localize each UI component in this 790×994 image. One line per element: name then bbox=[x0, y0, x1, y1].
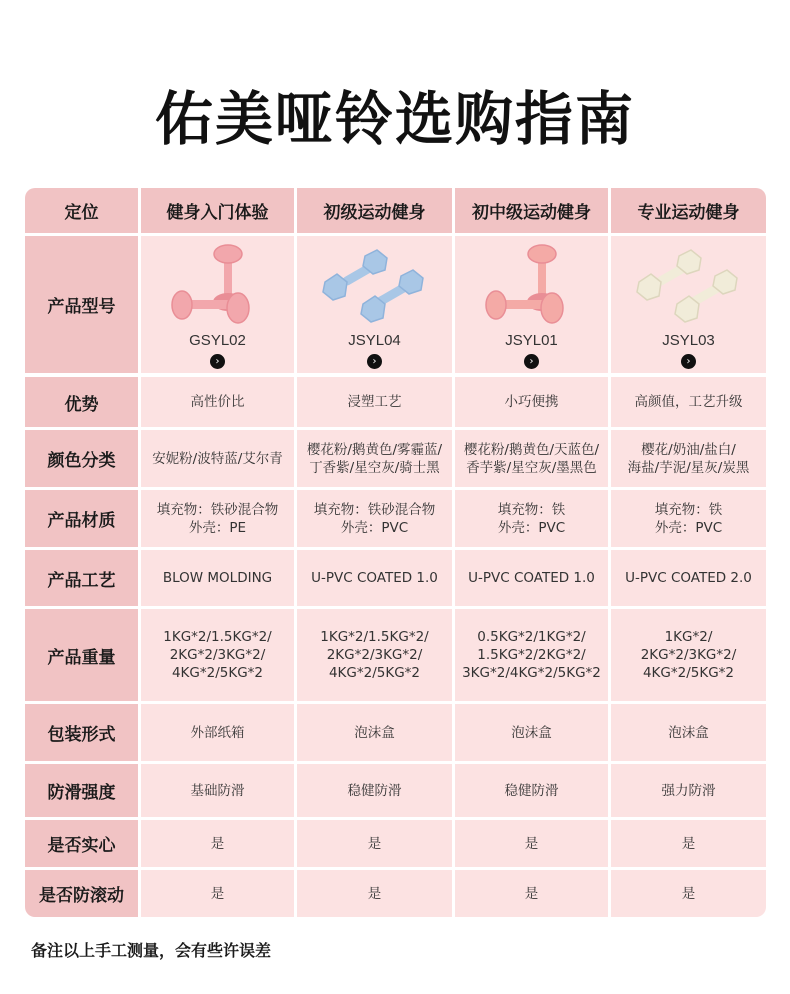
product-model-cell bbox=[455, 236, 608, 373]
table-cell bbox=[297, 764, 452, 817]
table-cell bbox=[455, 820, 608, 867]
row-label bbox=[25, 820, 138, 867]
table-cell bbox=[297, 820, 452, 867]
cell-text: 1KG*2/1.5KG*2/ bbox=[320, 629, 429, 645]
cell-text: 1KG*2/1.5KG*2/ bbox=[163, 629, 272, 645]
table-cell bbox=[455, 430, 608, 487]
cell-text: 2KG*2/3KG*2/ bbox=[169, 647, 266, 663]
column-header-text: 初中级运动健身 bbox=[472, 203, 591, 223]
cell-text: 填充物：铁 bbox=[654, 501, 723, 518]
table-cell bbox=[455, 609, 608, 701]
table-cell bbox=[141, 704, 294, 761]
cell-text: 稳健防滑 bbox=[504, 782, 559, 799]
table-cell bbox=[141, 490, 294, 547]
cell-text: 4KG*2/5KG*2 bbox=[642, 665, 735, 681]
chevron-right-circle-icon[interactable]: › bbox=[367, 354, 382, 369]
cell-text: 基础防滑 bbox=[190, 782, 245, 799]
cell-text: 4KG*2/5KG*2 bbox=[171, 665, 264, 681]
row-label-text: 是否实心 bbox=[47, 836, 116, 856]
table-cell bbox=[455, 550, 608, 606]
table-cell bbox=[611, 764, 766, 817]
table-cell bbox=[611, 820, 766, 867]
column-header bbox=[455, 188, 608, 233]
chevron-right-circle-icon[interactable]: › bbox=[681, 354, 696, 369]
cell-text: 外壳：PVC bbox=[340, 519, 409, 536]
cell-text: 0.5KG*2/1KG*2/ bbox=[477, 629, 586, 645]
cell-text: 香芋紫/星空灰/墨黑色 bbox=[466, 459, 597, 476]
table-cell bbox=[611, 430, 766, 487]
cell-text: 1KG*2/ bbox=[664, 629, 713, 645]
cell-text: 是 bbox=[210, 835, 225, 852]
row-label bbox=[25, 490, 138, 547]
table-cell bbox=[297, 609, 452, 701]
row-label-text: 防滑强度 bbox=[47, 783, 116, 803]
table-cell bbox=[141, 764, 294, 817]
table-cell bbox=[141, 377, 294, 427]
row-label bbox=[25, 764, 138, 817]
row-label bbox=[25, 704, 138, 761]
model-code: GSYL02 bbox=[189, 332, 246, 349]
table-cell bbox=[611, 704, 766, 761]
table-cell bbox=[455, 490, 608, 547]
table-cell bbox=[611, 550, 766, 606]
comparison-table bbox=[25, 188, 766, 917]
model-code: JSYL03 bbox=[662, 332, 715, 349]
chevron-right-circle-icon[interactable]: › bbox=[524, 354, 539, 369]
cell-text: 外壳：PVC bbox=[654, 519, 723, 536]
chevron-right-circle-icon[interactable]: › bbox=[210, 354, 225, 369]
header-label-text: 定位 bbox=[64, 203, 99, 223]
table-cell bbox=[455, 377, 608, 427]
cell-text: 是 bbox=[681, 885, 696, 902]
column-header-text: 初级运动健身 bbox=[323, 203, 426, 223]
blue-hex-dumbbells-image bbox=[315, 236, 435, 330]
row-label bbox=[25, 236, 138, 373]
cell-text: 樱花粉/鹅黄色/雾霾蓝/ bbox=[306, 441, 443, 458]
model-code: JSYL01 bbox=[505, 332, 558, 349]
table-cell bbox=[141, 550, 294, 606]
row-label bbox=[25, 377, 138, 427]
table-cell bbox=[455, 764, 608, 817]
cell-text: 泡沫盒 bbox=[668, 724, 709, 741]
column-header-text: 健身入门体验 bbox=[166, 203, 269, 223]
table-cell bbox=[611, 870, 766, 917]
table-cell bbox=[611, 377, 766, 427]
cell-text: 丁香紫/星空灰/骑士黑 bbox=[309, 459, 440, 476]
cell-text: 是 bbox=[367, 835, 382, 852]
table-cell bbox=[297, 430, 452, 487]
row-label bbox=[25, 430, 138, 487]
cell-text: 高性价比 bbox=[190, 394, 245, 410]
table-cell bbox=[297, 704, 452, 761]
table-cell bbox=[455, 870, 608, 917]
cell-text: 是 bbox=[367, 885, 382, 902]
table-cell bbox=[141, 609, 294, 701]
model-code: JSYL04 bbox=[348, 332, 401, 349]
product-model-cell bbox=[611, 236, 766, 373]
cell-text: 外壳：PE bbox=[188, 519, 247, 536]
row-label-text: 颜色分类 bbox=[47, 451, 116, 471]
table-cell bbox=[141, 430, 294, 487]
table-cell bbox=[297, 550, 452, 606]
table-cell bbox=[611, 609, 766, 701]
cell-text: 填充物：铁砂混合物 bbox=[156, 501, 279, 518]
footnote: 备注以上手工测量，会有些许误差 bbox=[31, 941, 272, 960]
page-title: 佑美哑铃选购指南 bbox=[154, 85, 635, 153]
row-label bbox=[25, 870, 138, 917]
cell-text: 强力防滑 bbox=[661, 782, 716, 799]
cell-text: 填充物：铁 bbox=[497, 501, 566, 518]
row-label-text: 产品重量 bbox=[47, 647, 116, 668]
cell-text: 樱花粉/鹅黄色/天蓝色/ bbox=[463, 441, 600, 458]
row-label-text: 包装形式 bbox=[47, 725, 116, 745]
cell-text: BLOW MOLDING bbox=[162, 570, 273, 586]
cell-text: 2KG*2/3KG*2/ bbox=[640, 647, 737, 663]
cell-text: 是 bbox=[681, 835, 696, 852]
table-cell bbox=[141, 820, 294, 867]
cell-text: 小巧便携 bbox=[504, 394, 559, 410]
cell-text: U-PVC COATED 2.0 bbox=[625, 570, 752, 586]
row-label-text: 是否防滚动 bbox=[39, 886, 124, 906]
table-cell bbox=[455, 704, 608, 761]
row-label bbox=[25, 609, 138, 701]
pink-round-dumbbells-image bbox=[158, 236, 278, 330]
cell-text: 填充物：铁砂混合物 bbox=[313, 501, 436, 518]
cell-text: 外部纸箱 bbox=[190, 724, 245, 741]
cell-text: 稳健防滑 bbox=[347, 782, 402, 799]
cell-text: 泡沫盒 bbox=[354, 724, 395, 741]
row-label bbox=[25, 550, 138, 606]
table-cell bbox=[297, 490, 452, 547]
cell-text: 高颜值，工艺升级 bbox=[634, 394, 743, 410]
cell-text: U-PVC COATED 1.0 bbox=[468, 570, 595, 586]
product-model-cell bbox=[297, 236, 452, 373]
product-model-cell bbox=[141, 236, 294, 373]
cell-text: 浸塑工艺 bbox=[347, 394, 402, 410]
cell-text: 1.5KG*2/2KG*2/ bbox=[477, 647, 586, 663]
column-header-text: 专业运动健身 bbox=[637, 203, 740, 223]
cell-text: 是 bbox=[210, 885, 225, 902]
cell-text: 樱花/奶油/盐白/ bbox=[641, 441, 736, 458]
table-cell bbox=[141, 870, 294, 917]
row-label-text: 产品型号 bbox=[47, 297, 116, 317]
row-label-text: 优势 bbox=[64, 394, 99, 415]
cell-text: 3KG*2/4KG*2/5KG*2 bbox=[462, 665, 601, 681]
cell-text: 海盐/芋泥/星灰/炭黑 bbox=[627, 459, 750, 476]
column-header bbox=[297, 188, 452, 233]
cell-text: 4KG*2/5KG*2 bbox=[328, 665, 421, 681]
table-cell bbox=[611, 490, 766, 547]
cell-text: 2KG*2/3KG*2/ bbox=[326, 647, 423, 663]
cell-text: U-PVC COATED 1.0 bbox=[311, 570, 438, 586]
row-label-text: 产品材质 bbox=[47, 511, 116, 531]
cell-text: 是 bbox=[524, 835, 539, 852]
column-header bbox=[141, 188, 294, 233]
cream-hex-dumbbells-image bbox=[629, 236, 749, 330]
table-cell bbox=[297, 377, 452, 427]
cell-text: 外壳：PVC bbox=[497, 519, 566, 536]
column-header bbox=[611, 188, 766, 233]
cell-text: 泡沫盒 bbox=[511, 724, 552, 741]
cell-text: 是 bbox=[524, 885, 539, 902]
header-label bbox=[25, 188, 138, 233]
peach-round-dumbbells-image bbox=[472, 236, 592, 330]
table-cell bbox=[297, 870, 452, 917]
row-label-text: 产品工艺 bbox=[47, 570, 116, 591]
cell-text: 安妮粉/波特蓝/艾尔青 bbox=[152, 450, 283, 467]
